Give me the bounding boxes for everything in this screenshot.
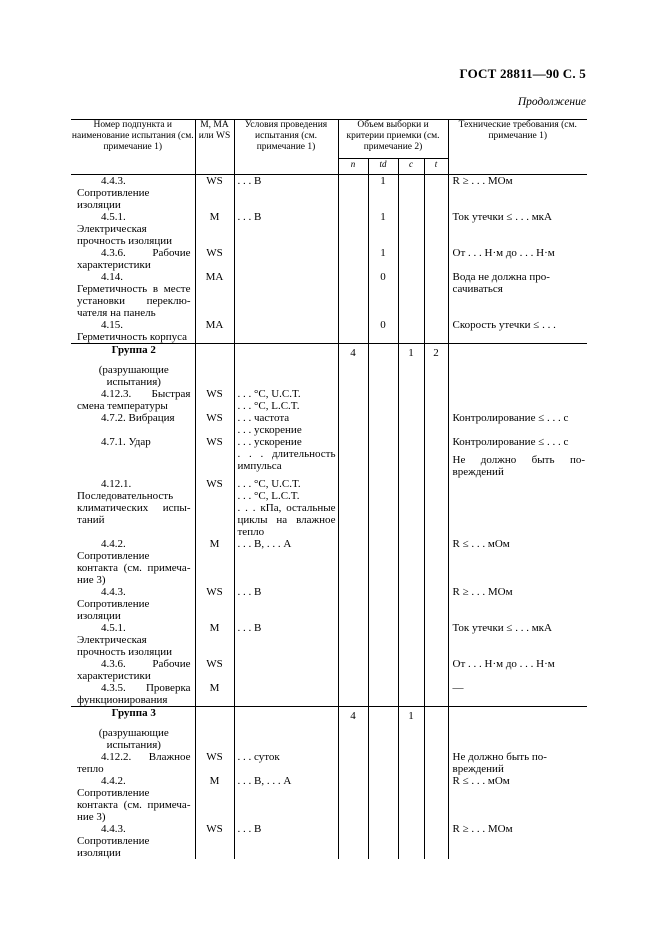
col-header-c: c xyxy=(398,159,424,175)
cell-n xyxy=(338,319,368,344)
cell-requirements: — xyxy=(448,682,587,707)
table-row xyxy=(71,364,587,388)
cell-item: 4.5.1. Электрическая прочность изоляции xyxy=(77,622,172,658)
cell-c xyxy=(398,538,424,586)
cell-method: WS xyxy=(195,586,234,622)
cell-conditions xyxy=(234,658,338,682)
table-row xyxy=(71,622,587,658)
cell-c xyxy=(398,247,424,271)
cell-t xyxy=(424,586,448,622)
cell-method: WS xyxy=(195,388,234,412)
cell-n xyxy=(338,658,368,682)
cell-method: МА xyxy=(195,271,234,319)
cell-conditions xyxy=(234,707,338,728)
cell-item: 4.12.2. Влажное тепло xyxy=(77,751,191,775)
cell-td: 1 xyxy=(368,175,398,212)
table-row xyxy=(71,751,587,775)
cell-requirements xyxy=(448,478,587,538)
cell-requirements xyxy=(448,727,587,751)
cell-item: 4.3.5. Проверка функционирования xyxy=(77,682,191,706)
cell-item: 4.4.3. Сопротивление изоляции xyxy=(77,823,150,859)
cell-t xyxy=(424,707,448,728)
cell-item: 4.4.3. Сопротивление изоляции xyxy=(77,175,150,211)
cell-item: 4.4.2. Сопротивление контакта (см. примечание 3) xyxy=(77,775,191,823)
cell-n xyxy=(338,823,368,859)
cell-method: WS xyxy=(195,436,234,478)
cell-requirements: Ток утечки ≤ . . . мкА xyxy=(448,622,587,658)
group-note: (разрушающие испытания) xyxy=(98,364,169,388)
cell-method: WS xyxy=(195,478,234,538)
cell-n xyxy=(338,412,368,436)
cell-td xyxy=(368,823,398,859)
cell-td xyxy=(368,344,398,365)
table-row xyxy=(71,247,587,271)
cell-t xyxy=(424,247,448,271)
cell-requirements: R ≤ . . . мОм xyxy=(448,775,587,823)
cell-c xyxy=(398,412,424,436)
cell-conditions: . . . ускорение . . . длительность импульса xyxy=(234,436,338,478)
cell-requirements xyxy=(448,344,587,365)
cell-td: 1 xyxy=(368,247,398,271)
cell-conditions: . . . В xyxy=(234,586,338,622)
cell-method: М xyxy=(195,682,234,707)
table-row xyxy=(71,682,587,707)
cell-method: WS xyxy=(195,823,234,859)
cell-c xyxy=(398,319,424,344)
cell-td xyxy=(368,538,398,586)
cell-method: WS xyxy=(195,658,234,682)
cell-requirements xyxy=(448,388,587,412)
cell-td xyxy=(368,412,398,436)
cell-requirements: Контролирование ≤ . . . с xyxy=(448,412,587,436)
cell-method xyxy=(195,344,234,365)
cell-t xyxy=(424,658,448,682)
cell-t xyxy=(424,364,448,388)
cell-td xyxy=(368,436,398,478)
cell-td xyxy=(368,478,398,538)
cell-n: 4 xyxy=(338,344,368,365)
table-row xyxy=(71,707,587,728)
cell-method: МА xyxy=(195,319,234,344)
cell-n xyxy=(338,622,368,658)
table-row xyxy=(71,319,587,344)
cell-requirements: R ≥ . . . МОм xyxy=(448,823,587,859)
cell-t xyxy=(424,319,448,344)
cell-td xyxy=(368,658,398,682)
cell-item: 4.7.1. Удар xyxy=(101,436,151,448)
cell-td: 0 xyxy=(368,271,398,319)
cell-requirements: Не должно быть повреждений xyxy=(448,751,587,775)
test-table xyxy=(71,119,587,859)
cell-td xyxy=(368,388,398,412)
cell-conditions: . . . В, . . . А xyxy=(234,538,338,586)
cell-td xyxy=(368,622,398,658)
cell-n xyxy=(338,478,368,538)
cell-item: 4.7.2. Вибрация xyxy=(101,412,175,424)
cell-c xyxy=(398,175,424,212)
cell-n: 4 xyxy=(338,707,368,728)
cell-c xyxy=(398,478,424,538)
cell-c xyxy=(398,823,424,859)
cell-requirements xyxy=(448,364,587,388)
cell-c xyxy=(398,586,424,622)
cell-requirements: От . . . Н·м до . . . Н·м xyxy=(448,658,587,682)
cell-conditions: . . . °С, U.C.T. . . . °С, L.C.T. . . . кПа, остальные циклы на влажное тепло xyxy=(234,478,338,538)
cell-t xyxy=(424,751,448,775)
cell-item: 4.4.3. Сопротивление изоляции xyxy=(77,586,150,622)
cell-conditions: . . . суток xyxy=(234,751,338,775)
cell-td xyxy=(368,775,398,823)
cell-c xyxy=(398,436,424,478)
cell-conditions: . . . В xyxy=(234,175,338,212)
cell-c xyxy=(398,271,424,319)
cell-conditions: . . . В xyxy=(234,211,338,247)
col-header-sample: Объем выборки и критерии приемки (см. примечание 2) xyxy=(338,120,448,159)
table-row xyxy=(71,271,587,319)
cell-conditions: . . . В xyxy=(234,622,338,658)
cell-n xyxy=(338,727,368,751)
table-row xyxy=(71,388,587,412)
cell-n xyxy=(338,775,368,823)
cell-t xyxy=(424,775,448,823)
cell-method: М xyxy=(195,538,234,586)
table-row xyxy=(71,727,587,751)
cell-t xyxy=(424,211,448,247)
cell-td: 1 xyxy=(368,211,398,247)
cell-method: WS xyxy=(195,412,234,436)
cell-conditions xyxy=(234,682,338,707)
cell-c xyxy=(398,622,424,658)
cell-item: 4.15. Герметичность корпуса xyxy=(77,319,187,343)
cell-td xyxy=(368,751,398,775)
table-row xyxy=(71,211,587,247)
table-row xyxy=(71,658,587,682)
cell-t xyxy=(424,412,448,436)
col-header-item: Номер подпункта и наименование испытания (см. примечание 1) xyxy=(71,120,195,175)
cell-conditions: . . . частота . . . ускорение xyxy=(234,412,338,436)
cell-c xyxy=(398,658,424,682)
col-header-requirements: Технические требования (см. примечание 1) xyxy=(448,120,587,175)
cell-method: WS xyxy=(195,751,234,775)
cell-td xyxy=(368,682,398,707)
cell-n xyxy=(338,538,368,586)
cell-requirements: R ≥ . . . МОм xyxy=(448,175,587,212)
cell-requirements: R ≥ . . . МОм xyxy=(448,586,587,622)
cell-item: 4.3.6. Рабочие характеристики xyxy=(77,247,191,271)
col-header-method: М, МА или WS xyxy=(195,120,234,175)
cell-conditions: . . . В, . . . А xyxy=(234,775,338,823)
cell-n xyxy=(338,682,368,707)
cell-c xyxy=(398,211,424,247)
col-header-td: td xyxy=(368,159,398,175)
cell-c xyxy=(398,364,424,388)
cell-td xyxy=(368,707,398,728)
cell-method xyxy=(195,707,234,728)
col-header-conditions: Условия проведения испытания (см. примечание 1) xyxy=(234,120,338,175)
cell-method: М xyxy=(195,622,234,658)
cell-conditions xyxy=(234,247,338,271)
cell-t xyxy=(424,388,448,412)
cell-conditions xyxy=(234,364,338,388)
cell-t xyxy=(424,823,448,859)
cell-method xyxy=(195,727,234,751)
cell-conditions xyxy=(234,319,338,344)
cell-requirements: Ток утечки ≤ . . . мкА xyxy=(448,211,587,247)
cell-n xyxy=(338,211,368,247)
group-title: Группа 2 xyxy=(71,344,195,365)
cell-td xyxy=(368,586,398,622)
cell-t xyxy=(424,271,448,319)
table-row xyxy=(71,344,587,365)
cell-method xyxy=(195,364,234,388)
cell-n xyxy=(338,364,368,388)
cell-t xyxy=(424,622,448,658)
cell-item: 4.4.2. Сопротивление контакта (см. примечание 3) xyxy=(77,538,191,586)
cell-conditions: . . . °С, U.C.T. . . . °С, L.C.T. xyxy=(234,388,338,412)
cell-conditions xyxy=(234,271,338,319)
cell-n xyxy=(338,271,368,319)
cell-c: 1 xyxy=(398,344,424,365)
cell-conditions xyxy=(234,727,338,751)
cell-n xyxy=(338,436,368,478)
cell-item: 4.5.1. Электрическая прочность изоляции xyxy=(77,211,172,247)
cell-t xyxy=(424,478,448,538)
cell-t xyxy=(424,436,448,478)
cell-requirements: От . . . Н·м до . . . Н·м xyxy=(448,247,587,271)
cell-c xyxy=(398,751,424,775)
cell-method: М xyxy=(195,211,234,247)
cell-requirements: Вода не должна просачиваться xyxy=(448,271,587,319)
col-header-t: t xyxy=(424,159,448,175)
table-body xyxy=(71,175,587,860)
table-row xyxy=(71,412,587,436)
cell-t xyxy=(424,682,448,707)
cell-td xyxy=(368,727,398,751)
cell-requirements xyxy=(448,707,587,728)
table-row xyxy=(71,538,587,586)
cell-item: 4.12.3. Быстрая смена температуры xyxy=(77,388,191,412)
cell-td: 0 xyxy=(368,319,398,344)
group-note: (разрушающие испытания) xyxy=(98,727,169,751)
cell-conditions xyxy=(234,344,338,365)
cell-requirements: Скорость утечки ≤ . . . xyxy=(448,319,587,344)
cell-item: 4.12.1. Последовательность климатических испытаний xyxy=(77,478,191,526)
cell-n xyxy=(338,751,368,775)
cell-method: WS xyxy=(195,247,234,271)
cell-c: 1 xyxy=(398,707,424,728)
cell-item: 4.14. Герметичность в месте установки переключателя на панель xyxy=(77,271,191,319)
table-row xyxy=(71,436,587,478)
cell-c xyxy=(398,727,424,751)
cell-t: 2 xyxy=(424,344,448,365)
table-row xyxy=(71,175,587,212)
cell-conditions: . . . В xyxy=(234,823,338,859)
cell-c xyxy=(398,388,424,412)
cell-method: М xyxy=(195,775,234,823)
cell-c xyxy=(398,682,424,707)
cell-t xyxy=(424,727,448,751)
continuation-label: Продолжение xyxy=(517,96,586,108)
cell-n xyxy=(338,175,368,212)
table-row xyxy=(71,775,587,823)
cell-n xyxy=(338,388,368,412)
page-header-gost: ГОСТ 28811—90 С. 5 xyxy=(459,66,586,81)
table-row xyxy=(71,823,587,859)
cell-method: WS xyxy=(195,175,234,212)
cell-c xyxy=(398,775,424,823)
cell-requirements: Контролирование ≤ . . . с Не должно быть повреждений xyxy=(448,436,587,478)
cell-t xyxy=(424,175,448,212)
cell-n xyxy=(338,586,368,622)
cell-item: 4.3.6. Рабочие характеристики xyxy=(77,658,191,682)
table-row xyxy=(71,478,587,538)
col-header-n: n xyxy=(338,159,368,175)
group-title: Группа 3 xyxy=(71,707,195,728)
cell-td xyxy=(368,364,398,388)
table-row xyxy=(71,586,587,622)
cell-n xyxy=(338,247,368,271)
cell-t xyxy=(424,538,448,586)
cell-requirements: R ≤ . . . мОм xyxy=(448,538,587,586)
